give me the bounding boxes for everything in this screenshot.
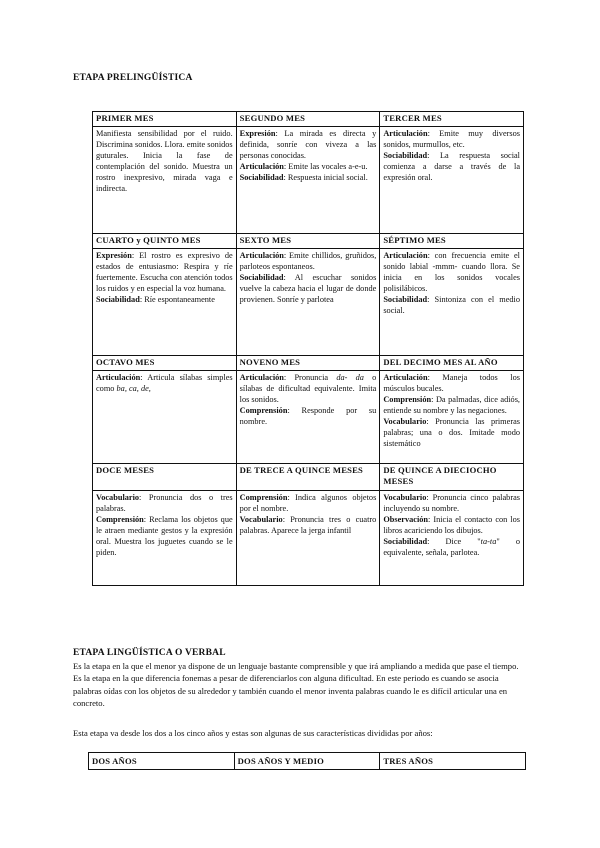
label-observacion: Observación — [383, 515, 429, 524]
label-comprension: Comprensión — [96, 515, 144, 524]
cell-text: : Pronuncia tres o cuatro palabras. Aparece la jerga infantil — [239, 515, 377, 535]
header-decimo-mes-al-ano: DEL DECIMO MES AL AÑO — [380, 356, 524, 371]
cell-quince-dieciocho-meses — [380, 491, 524, 586]
header-tres-anos: TRES AÑOS — [380, 753, 526, 770]
header-noveno-mes: NOVENO MES — [236, 356, 380, 371]
years-table — [88, 752, 526, 770]
cell-cuarto-quinto-mes — [93, 249, 237, 356]
cell-text: : Dice " — [427, 537, 481, 546]
label-comprension: Comprensión — [383, 395, 432, 404]
header-quince-dieciocho-meses: DE QUINCE A DIECIOCHO MESES — [380, 464, 524, 491]
header-tercer-mes: TERCER MES — [380, 112, 524, 127]
label-comprension: Comprensión — [239, 406, 288, 415]
label-articulacion: Articulación — [239, 162, 284, 171]
header-septimo-mes: SÉPTIMO MES — [380, 234, 524, 249]
label-articulacion: Articulación — [96, 373, 141, 382]
paragraph-years: Esta etapa va desde los dos a los cinco años y estas son algunas de sus características divididas por años: — [73, 728, 433, 738]
cell-text: : Pronuncia dos o tres palabras. — [96, 493, 233, 513]
label-articulacion: Articulación — [383, 251, 428, 260]
cell-text: : La mirada es directa y definida, sonríe con viveza a las personas conocidas. — [239, 129, 377, 160]
cell-text: Manifiesta sensibilidad por el ruido. Discrimina sonidos. Llora. emite sonidos guturales. Inicia la fase de contemplación del sonido. Muestra un rostro inexpresivo, mirada vaga e indirecta. — [96, 129, 233, 193]
label-sociabilidad: Sociabilidad — [383, 295, 428, 304]
cell-text: : Pronuncia — [283, 373, 337, 382]
cell-text: : Da palmadas, dice adiós, entiende su nombre y las negaciones. — [383, 395, 520, 415]
cell-trece-quince-meses — [236, 491, 380, 586]
header-dos-anos: DOS AÑOS — [89, 753, 235, 770]
cell-text: o sílabas de dificultad equivalente. Imita los sonidos. — [239, 373, 377, 404]
paragraph-intro: Es la etapa en la que el menor ya dispone de un lenguaje bastante comprensible y que irá ampliando a medida que pase el tiempo. Es la etapa en la que diferencia fonemas a pesar de diferenciarlos con alguna dificultad. En este periodo es cuando se asocia palabras oídas con los objetos de su alrededor y también cuando el menor inventa palabras cuando le es difícil articular una en concreto. — [73, 661, 519, 709]
cell-text: : Maneja todos los músculos bucales. — [383, 373, 520, 393]
header-dos-anos-y-medio: DOS AÑOS Y MEDIO — [234, 753, 380, 770]
label-sociabilidad: Sociabilidad — [96, 295, 140, 304]
header-octavo-mes: OCTAVO MES — [93, 356, 237, 371]
label-comprension: Comprensión — [239, 493, 288, 502]
cell-octavo-mes — [93, 371, 237, 464]
cell-text: : Emite chillidos, gruñidos, parloteos espontaneos. — [239, 251, 377, 271]
label-sociabilidad: Sociabilidad — [383, 151, 428, 160]
stages-table — [92, 111, 524, 586]
label-vocabulario: Vocabulario — [383, 417, 427, 426]
cell-text: : Emite muy diversos sonidos, murmullos, etc. — [383, 129, 520, 149]
label-expresion: Expresión — [96, 251, 132, 260]
cell-text: : El rostro es expresivo de estados de entusiasmo: Respira y ríe fuertemente. Escucha con atención todos los ruidos y en especial la voz humana. — [96, 251, 233, 293]
cell-text: : Articula sílabas simples como — [96, 373, 233, 393]
label-sociabilidad: Sociabilidad — [383, 537, 428, 546]
cell-italic: ba, ca, de, — [116, 384, 151, 393]
cell-text: : Reclama los objetos que le atraen mediante gestos y la expresión oral. Muestra los juguetes cuando se le piden. — [96, 515, 233, 557]
cell-text: : Indica algunos objetos por el nombre. — [239, 493, 377, 513]
cell-italic: ta-ta — [480, 537, 497, 546]
cell-noveno-mes — [236, 371, 380, 464]
cell-sexto-mes — [236, 249, 380, 356]
cell-primer-mes — [93, 127, 237, 234]
header-trece-quince-meses: DE TRECE A QUINCE MESES — [236, 464, 380, 491]
section-title-linguistica: ETAPA LINGÜÍSTICA O VERBAL — [73, 648, 226, 658]
cell-text: : Ríe espontaneamente — [139, 295, 215, 304]
label-vocabulario: Vocabulario — [239, 515, 283, 524]
label-expresion: Expresión — [239, 129, 276, 138]
header-segundo-mes: SEGUNDO MES — [236, 112, 380, 127]
cell-text: : Responde por su nombre. — [239, 406, 377, 426]
cell-text: : La respuesta social comienza a darse a través de la expresión oral. — [383, 151, 520, 182]
label-sociabilidad: Sociabilidad — [239, 173, 284, 182]
cell-tercer-mes — [380, 127, 524, 234]
label-articulacion: Articulación — [239, 373, 284, 382]
cell-text: : Al escuchar sonidos vuelve la cabeza hacia el lugar de donde provienen. Sonríe y parlotea — [239, 273, 377, 304]
header-primer-mes: PRIMER MES — [93, 112, 237, 127]
cell-text: : Sintoniza con el medio social. — [383, 295, 520, 315]
header-sexto-mes: SEXTO MES — [236, 234, 380, 249]
header-cuarto-quinto-mes: CUARTO y QUINTO MES — [93, 234, 237, 249]
cell-text: : Pronuncia las primeras palabras; una o dos. Imitade modo sistemático — [383, 417, 520, 448]
section-title-prelinguistica: ETAPA PRELINGÜÍSTICA — [73, 73, 193, 83]
label-articulacion: Articulación — [383, 373, 428, 382]
cell-text: : Emite las vocales a-e-u. — [283, 162, 368, 171]
cell-text: : Pronuncia cinco palabras incluyendo su nombre. — [383, 493, 520, 513]
header-doce-meses: DOCE MESES — [93, 464, 237, 491]
cell-text: " o equivalente, señala, parlotea. — [383, 537, 520, 557]
cell-text: : Respuesta inicial social. — [283, 173, 368, 182]
cell-doce-meses — [93, 491, 237, 586]
label-vocabulario: Vocabulario — [96, 493, 140, 502]
cell-septimo-mes — [380, 249, 524, 356]
cell-segundo-mes — [236, 127, 380, 234]
cell-text: : Inicia el contacto con los libros acariciendo los dibujos. — [383, 515, 520, 535]
label-sociabilidad: Sociabilidad — [239, 273, 284, 282]
label-articulacion: Articulación — [239, 251, 284, 260]
cell-italic: da- da — [336, 373, 364, 382]
label-vocabulario: Vocabulario — [383, 493, 427, 502]
label-articulacion: Articulación — [383, 129, 428, 138]
cell-decimo-mes-al-ano — [380, 371, 524, 464]
cell-text: : con frecuencia emite el sonido labial -mmm- cuando llora. Se inicia en los sonidos vocales polisilábicos. — [383, 251, 520, 293]
